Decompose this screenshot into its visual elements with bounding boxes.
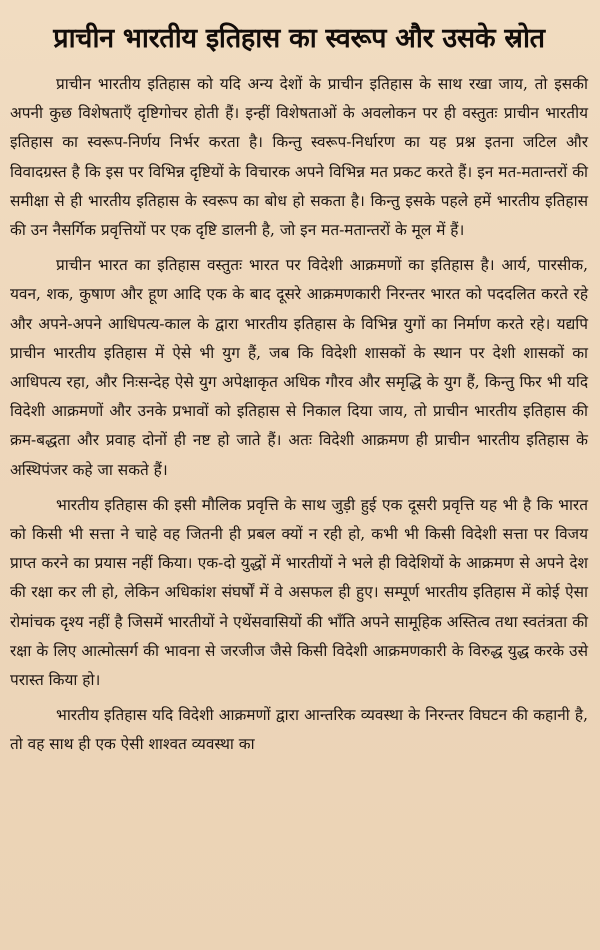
- chapter-title: प्राचीन भारतीय इतिहास का स्वरूप और उसके स्रोत: [53, 23, 545, 54]
- paragraph-2: प्राचीन भारत का इतिहास वस्तुतः भारत पर विदेशी आक्रमणों का इतिहास है। आर्य, पारसीक, यवन, शक, कुषाण और हूण आदि एक के बाद दूसरे आक्रमणकारी निरन्तर भारत को पददलित करते रहे और अपने-अपने आधिपत्य-काल के द्वारा भारतीय इतिहास के विभिन्न युगों का निर्माण करते रहे। यद्यपि प्राचीन भारतीय इतिहास में ऐसे भी युग हैं, जब कि विदेशी शासकों के स्थान पर देशी शासकों का आधिपत्य रहा, और निःसन्देह ऐसे युग अपेक्षाकृत अधिक गौरव और समृद्धि के युग हैं, किन्तु फिर भी यदि विदेशी आक्रमणों और उनके प्रभावों को इतिहास से निकाल दिया जाय, तो प्राचीन भारतीय इतिहास की क्रम-बद्धता और प्रवाह दोनों ही नष्ट हो जाते हैं। अतः विदेशी आक्रमण ही प्राचीन भारतीय इतिहास के अस्थिपंजर कहे जा सकते हैं।: [10, 256, 588, 479]
- paragraph-1: प्राचीन भारतीय इतिहास को यदि अन्य देशों के प्राचीन इतिहास के साथ रखा जाय, तो इसकी अपनी कुछ विशेषताएँ दृष्टिगोचर होती हैं। इन्हीं विशेषताओं के अवलोकन पर ही वस्तुतः प्राचीन भारतीय इतिहास का स्वरूप-निर्णय निर्भर करता है। किन्तु स्वरूप-निर्धारण का यह प्रश्न इतना जटिल और विवादग्रस्त है कि इस पर विभिन्न दृष्टियों के विचारक अपने विभिन्न मत प्रकट करते हैं। इन मत-मतान्तरों की समीक्षा से ही भारतीय इतिहास के स्वरूप का बोध हो सकता है। किन्तु इसके पहले हमें भारतीय इतिहास की उन नैसर्गिक प्रवृत्तियों पर एक दृष्टि डालनी है, जो इन मत-मतान्तरों के मूल में हैं।: [10, 75, 588, 240]
- paragraph-4: भारतीय इतिहास यदि विदेशी आक्रमणों द्वारा आन्तरिक व्यवस्था के निरन्तर विघटन की कहानी है, तो वह साथ ही एक ऐसी शाश्वत व्यवस्था का: [10, 706, 588, 754]
- paragraph-3: भारतीय इतिहास की इसी मौलिक प्रवृत्ति के साथ जुड़ी हुई एक दूसरी प्रवृत्ति यह भी है कि भारत को किसी भी सत्ता ने चाहे वह जितनी ही प्रबल क्यों न रही हो, कभी भी किसी विदेशी सत्ता पर विजय प्राप्त करने का प्रयास नहीं किया। एक-दो युद्धों में भारतीयों ने भले ही विदेशियों के आक्रमण से अपने देश की रक्षा कर ली हो, लेकिन अधिकांश संघर्षों में वे असफल ही हुए। सम्पूर्ण भारतीय इतिहास में कोई ऐसा रोमांचक दृश्य नहीं है जिसमें भारतीयों ने एथेंसवासियों की भाँति अपने सामूहिक अस्तित्व तथा स्वतंत्रता की रक्षा के लिए आत्मोत्सर्ग की भावना से जरजीज जैसे किसी विदेशी आक्रमणकारी के विरुद्ध युद्ध करके उसे परास्त किया हो।: [10, 495, 588, 690]
